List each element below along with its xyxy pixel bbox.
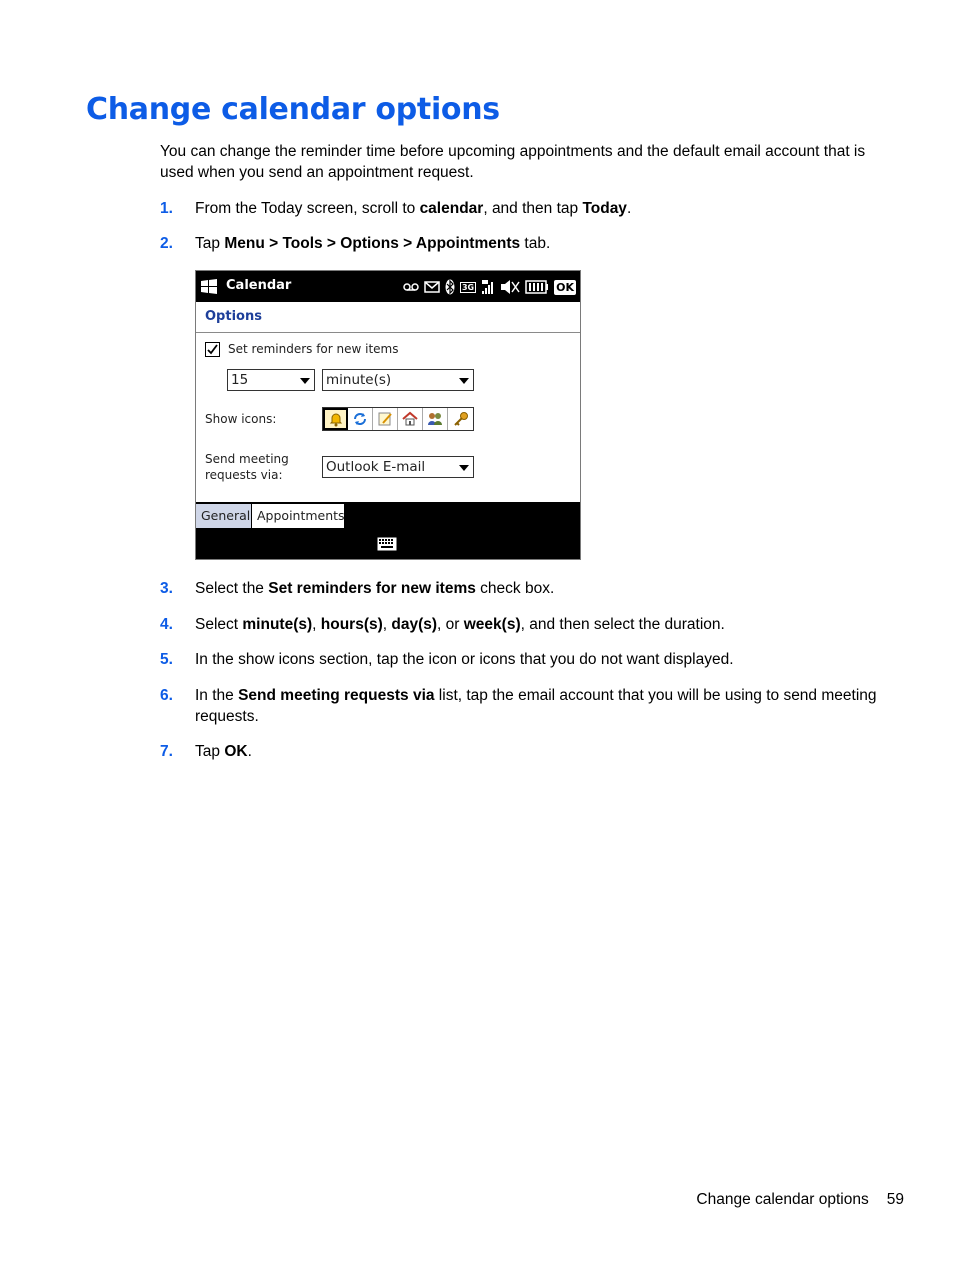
- app-title: Calendar: [226, 278, 292, 293]
- step-number: 5.: [160, 651, 173, 668]
- signal-icon: [481, 279, 495, 295]
- recurrence-icon[interactable]: [348, 408, 373, 430]
- step-text: In the show icons section, tap the icon or icons that you do not want displayed.: [195, 651, 734, 668]
- set-reminders-checkbox[interactable]: [205, 342, 220, 357]
- bell-icon[interactable]: [323, 408, 348, 430]
- options-title: Options: [205, 309, 262, 324]
- page-footer: [696, 1191, 904, 1209]
- device-title-bar: [196, 271, 580, 302]
- battery-icon: [525, 280, 549, 294]
- checkmark-icon: [206, 343, 219, 356]
- ok-button[interactable]: OK: [556, 280, 574, 294]
- step-number: 7.: [160, 743, 173, 760]
- email-icon: [424, 281, 440, 293]
- reminder-unit-value: minute(s): [326, 372, 392, 388]
- device-screenshot: [195, 270, 581, 560]
- dropdown-arrow-icon: [459, 378, 469, 384]
- step-number: 3.: [160, 580, 173, 597]
- step-number: 4.: [160, 616, 173, 633]
- step-text: Select the Set reminders for new items check box.: [195, 580, 555, 597]
- step-text: From the Today screen, scroll to calendar, and then tap Today.: [195, 200, 632, 217]
- page-heading: Change calendar options: [86, 92, 500, 127]
- note-icon[interactable]: [373, 408, 398, 430]
- step-text: In the Send meeting requests via list, tap the email account that you will be using to send meeting requests.: [195, 687, 877, 725]
- step-number: 2.: [160, 235, 173, 252]
- reminder-amount-select[interactable]: [227, 369, 315, 391]
- step-number: 6.: [160, 687, 173, 704]
- key-icon[interactable]: [448, 408, 473, 430]
- show-icons-label: Show icons:: [205, 412, 277, 426]
- send-meeting-select[interactable]: [322, 456, 474, 478]
- page-number: 59: [886, 1191, 904, 1208]
- step-text: Tap OK.: [195, 743, 252, 760]
- set-reminders-label: Set reminders for new items: [228, 342, 399, 356]
- network-3g-icon: 3G: [461, 282, 475, 292]
- reminder-amount-value: 15: [231, 372, 249, 388]
- send-meeting-value: Outlook E-mail: [326, 459, 426, 475]
- footer-section-title: Change calendar options: [696, 1191, 869, 1208]
- voicemail-icon: [403, 282, 419, 292]
- soft-key-bar: [196, 528, 580, 559]
- send-meeting-label-line2: requests via:: [205, 468, 283, 482]
- windows-start-icon[interactable]: [200, 278, 218, 295]
- show-icons-group: [322, 407, 474, 431]
- step-text: Tap Menu > Tools > Options > Appointments tab.: [195, 235, 551, 252]
- send-meeting-label-line1: Send meeting: [205, 452, 289, 466]
- reminder-unit-select[interactable]: [322, 369, 474, 391]
- bluetooth-icon: [445, 279, 455, 295]
- dropdown-arrow-icon: [300, 378, 310, 384]
- intro-paragraph: You can change the reminder time before upcoming appointments and the default email account that is used when you send an appointment request.: [160, 143, 866, 181]
- step-number: 1.: [160, 200, 173, 217]
- speaker-muted-icon: [500, 279, 520, 295]
- step-text: Select minute(s), hours(s), day(s), or week(s), and then select the duration.: [195, 616, 725, 633]
- options-header: [196, 302, 580, 333]
- keyboard-icon[interactable]: [377, 537, 397, 551]
- home-icon[interactable]: [398, 408, 423, 430]
- people-icon[interactable]: [423, 408, 448, 430]
- tab-general[interactable]: General: [196, 504, 251, 528]
- tab-bar: [196, 502, 580, 528]
- tab-appointments[interactable]: Appointments: [252, 504, 344, 528]
- status-icons: [403, 276, 576, 298]
- dropdown-arrow-icon: [459, 465, 469, 471]
